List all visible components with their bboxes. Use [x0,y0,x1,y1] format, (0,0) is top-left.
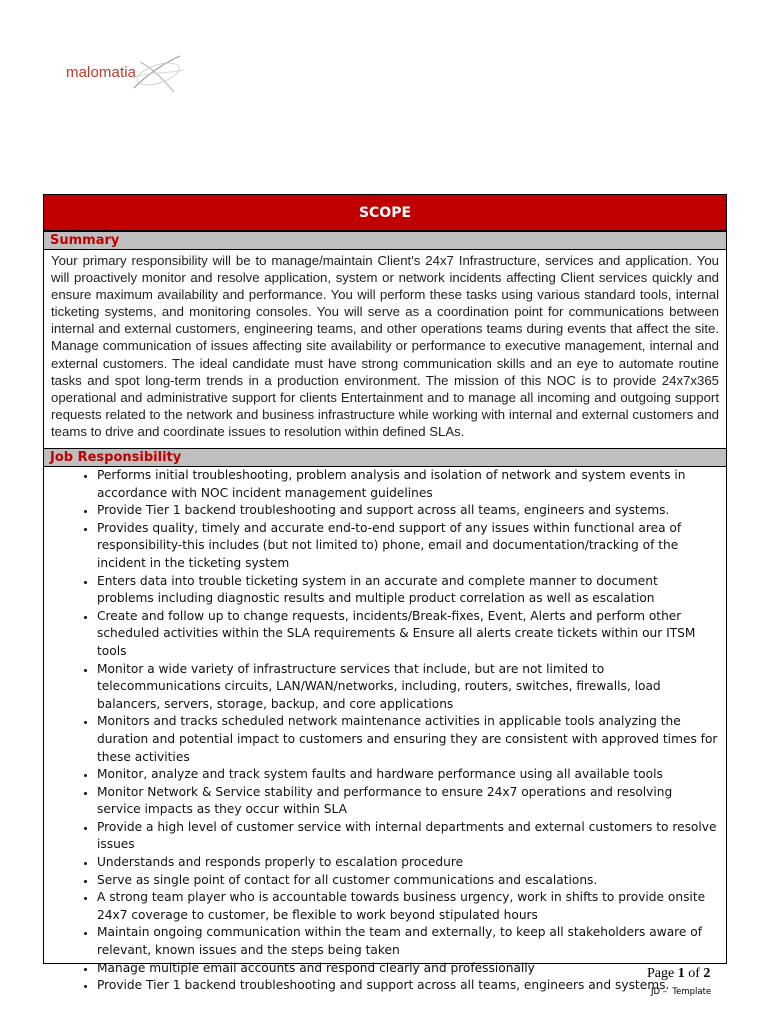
list-item: • Performs initial troubleshooting, problem analysis and isolation of network and system events in accordance with NOC incident management guidelines [97,467,718,502]
list-item: • Monitors and tracks scheduled network maintenance activities in applicable tools analyzing the duration and potential impact to customers and ensuring they are consistent with approved times for these activities [97,713,718,766]
list-item: • Provide Tier 1 backend troubleshooting and support across all teams, engineers and systems. [97,977,718,995]
list-item: • Manage multiple email accounts and respond clearly and professionally [97,960,718,978]
list-item: • Monitor Network & Service stability and performance to ensure 24x7 operations and resolving service impacts as they occur within SLA [97,784,718,819]
page-prefix: Page [647,966,678,981]
list-item: • Provide Tier 1 backend troubleshooting and support across all teams, engineers and systems. [97,502,718,520]
page-total: 2 [703,966,711,981]
list-item: • Monitor, analyze and track system faults and hardware performance using all available tools [97,766,718,784]
scope-header [44,195,726,231]
page-of: of [684,966,704,981]
responsibility-list [44,467,726,995]
template-label: JD – Template [651,987,712,997]
summary-text: Your primary responsibility will be to manage/maintain Client's 24x7 Infrastructure, services and application. You will proactively monitor and resolve application, system or network incidents affecting Client services quickly and ensure maximum availability and performance. You will perform these tasks using various standard tools, internal ticketing systems, and monitoring consoles. You will serve as a coordination point for communications between internal and external customers, engineering teams, and other operations teams during events that affect the site. Manage communication of issues affecting site availability or performance to executive management, internal and external customers. The ideal candidate must have strong communication skills and an eye to automate routine tasks and spot long-term trends in a production environment. The mission of this NOC is to provide 24x7x365 operational and administrative support for clients Entertainment and to manage all incoming and outgoing support requests related to the network and business infrastructure while working with internal and external customers and teams to drive and coordinate issues to resolution within defined SLAs. [51,253,719,439]
list-item: • Understands and responds properly to escalation procedure [97,854,718,872]
list-item: • Provides quality, timely and accurate end-to-end support of any issues within functional area of responsibility-this includes (but not limited to) phone, email and documentation/tracking of the incident in the ticketing system [97,520,718,573]
page-current: 1 [677,966,685,981]
list-item: • A strong team player who is accountable towards business urgency, work in shifts to provide onsite 24x7 coverage to customer, be flexible to work beyond stipulated hours [97,889,718,924]
company-logo [62,52,192,96]
page-number [647,966,710,982]
list-item: • Create and follow up to change requests, incidents/Break-fixes, Event, Alerts and perform other scheduled activities within the SLA requirements & Ensure all alerts create tickets within our ITSM tools [97,608,718,661]
logo-swoosh-icon [130,52,186,96]
summary-heading: Summary [44,231,726,250]
scope-title: SCOPE [358,204,412,221]
list-item: • Provide a high level of customer service with internal departments and external customers to resolve issues [97,819,718,854]
list-item: • Enters data into trouble ticketing system in an accurate and complete manner to document problems including diagnostic results and multiple product correlation as well as escalation [97,573,718,608]
job-responsibility-heading: Job Responsibility [44,448,726,467]
list-item: • Maintain ongoing communication within the team and externally, to keep all stakeholders aware of relevant, known issues and the steps being taken [97,924,718,959]
list-item: • Serve as single point of contact for all customer communications and escalations. [97,872,718,890]
list-item: • Monitor a wide variety of infrastructure services that include, but are not limited to telecommunications circuits, LAN/WAN/networks, including, routers, switches, firewalls, load balancers, servers, storage, backup, and core applications [97,661,718,714]
logo-wordmark: malomatia [66,64,137,81]
